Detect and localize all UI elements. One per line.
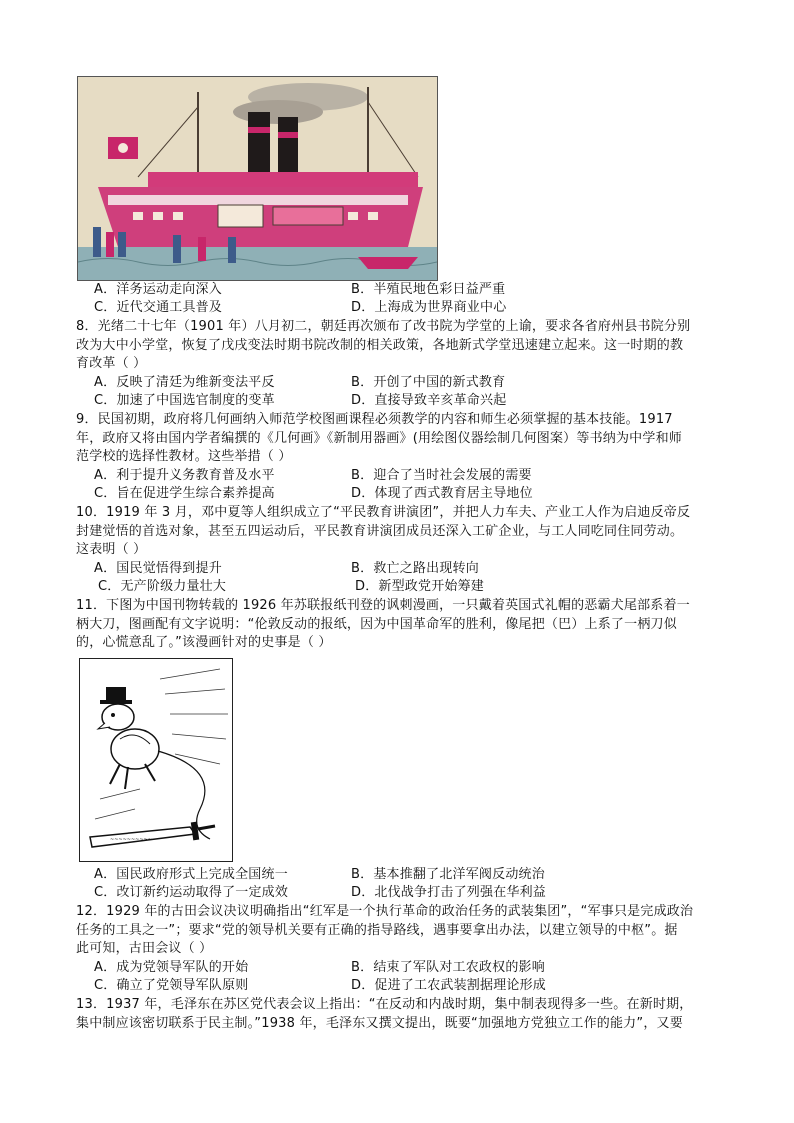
q12-stem-line-2: 任务的工具之一”；要求“党的领导机关要有正确的指导路线，遇事要拿出办法，以建立领导的中枢”。据 (76, 923, 678, 938)
q9-option-c: C．旨在促进学生综合素养提高 (94, 486, 275, 501)
q8-stem-line-1: 8．光绪二十七年（1901 年）八月初二，朝廷再次颁布了改书院为学堂的上谕，要求各省府州县书院分别 (76, 319, 691, 334)
q12-option-d: D．促进了工农武装割据理论形成 (351, 978, 547, 993)
q13-stem-line-1: 13．1937 年，毛泽东在苏区党代表会议上指出：“在反动和内战时期，集中制表现得多一些。在新时期， (76, 997, 693, 1012)
q10-option-b: B．救亡之路出现转向 (351, 561, 479, 576)
q7-option-a: A．洋务运动走向深入 (94, 282, 222, 297)
q8-option-a: A．反映了清廷为维新变法平反 (94, 375, 275, 390)
steamship-print-image (77, 76, 438, 281)
q9-option-a: A．利于提升义务教育普及水平 (94, 468, 275, 483)
q10-stem-line-3: 这表明（ ） (76, 542, 147, 557)
q11-stem-line-1: 11．下图为中国刊物转载的 1926 年苏联报纸刊登的讽刺漫画，一只戴着英国式礼帽的恶霸犬尾部系着一 (76, 598, 690, 613)
steamship-illustration (78, 77, 437, 280)
q9-option-b: B．迎合了当时社会发展的需要 (351, 468, 532, 483)
q10-option-a: A．国民觉悟得到提升 (94, 561, 222, 576)
q8-option-c: C．加速了中国选官制度的变革 (94, 393, 275, 408)
q11-stem-line-2: 柄大刀，图画配有文字说明：“伦敦反动的报纸，因为中国革命军的胜利，像尾把（巴）上系了一柄刀似 (76, 617, 677, 632)
q8-option-d: D．直接导致辛亥革命兴起 (351, 393, 507, 408)
q12-option-c: C．确立了党领导军队原则 (94, 978, 249, 993)
svg-text:~~~~~~~~~~: ~~~~~~~~~~ (110, 837, 152, 843)
satirical-cartoon-image (79, 658, 233, 862)
q7-option-c: C．近代交通工具普及 (94, 300, 223, 315)
q10-stem-line-1: 10．1919 年 3 月，邓中夏等人组织成立了“平民教育讲演团”，并把人力车夫、产业工人作为启迪反帝反 (76, 505, 691, 520)
q9-stem-line-1: 9．民国初期，政府将几何画纳入师范学校图画课程必须教学的内容和师生必须掌握的基本技能。1917 (76, 412, 673, 427)
q11-option-a: A．国民政府形式上完成全国统一 (94, 867, 288, 882)
q10-option-c: C．无产阶级力量壮大 (98, 579, 227, 594)
q8-option-b: B．开创了中国的新式教育 (351, 375, 506, 390)
q9-stem-line-2: 年，政府又将由国内学者编撰的《几何画》《新制用器画》(用绘图仪器绘制几何图案）等书纳为中学和师 (76, 431, 682, 446)
q7-option-d: D．上海成为世界商业中心 (351, 300, 507, 315)
q12-option-b: B．结束了军队对工农政权的影响 (351, 960, 545, 975)
q11-stem-line-3: 的，心慌意乱了。”该漫画针对的史事是（ ） (76, 635, 332, 650)
q9-stem-line-3: 范学校的选择性教材。这些举措（ ） (76, 449, 292, 464)
q8-stem-line-2: 改为大中小学堂，恢复了戊戌变法时期书院改制的相关政策，各地新式学堂迅速建立起来。这一时期的教 (76, 338, 684, 353)
q12-stem-line-1: 12．1929 年的古田会议决议明确指出“红军是一个执行革命的政治任务的武装集团”，“军事只是完成政治 (76, 904, 694, 919)
q10-option-d: D．新型政党开始筹建 (355, 579, 485, 594)
q13-stem-line-2: 集中制应该密切联系于民主制。”1938 年，毛泽东又撰文提出，既要“加强地方党独立工作的能力”，又要 (76, 1016, 683, 1031)
q8-stem-line-3: 育改革（ ） (76, 356, 147, 371)
q11-option-d: D．北伐战争打击了列强在华利益 (351, 885, 547, 900)
q7-option-b: B．半殖民地色彩日益严重 (351, 282, 506, 297)
q12-option-a: A．成为党领导军队的开始 (94, 960, 249, 975)
q10-stem-line-2: 封建觉悟的首选对象，甚至五四运动后，平民教育讲演团成员还深入工矿企业，与工人同吃同住同劳动。 (76, 524, 684, 539)
dog-with-sword-cartoon (80, 659, 232, 861)
q11-option-b: B．基本推翻了北洋军阀反动统治 (351, 867, 545, 882)
q9-option-d: D．体现了西式教育居主导地位 (351, 486, 533, 501)
q11-option-c: C．改订新约运动取得了一定成效 (94, 885, 289, 900)
q12-stem-line-3: 此可知，古田会议（ ） (76, 941, 213, 956)
